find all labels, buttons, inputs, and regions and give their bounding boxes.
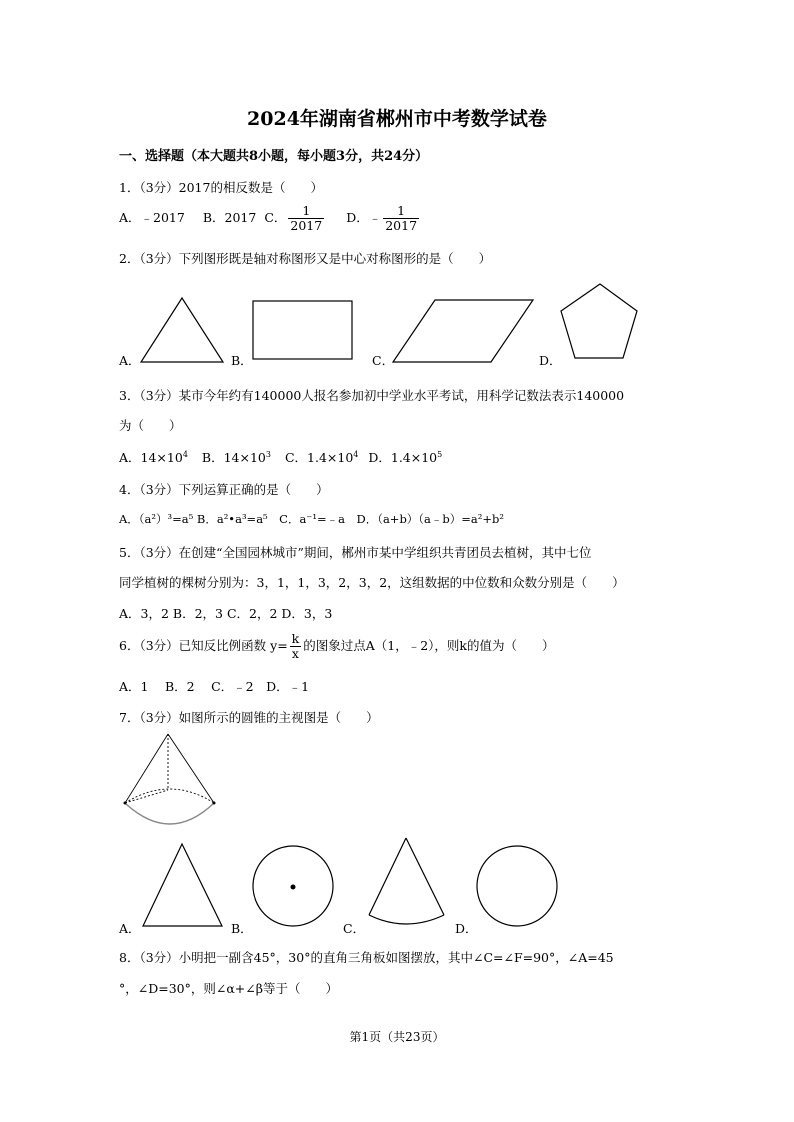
q3-option-b: B．14×10: [201, 450, 266, 465]
question-4-stem: 4．（3分）下列运算正确的是（ ）: [119, 482, 329, 497]
q1-option-c-prefix: C．: [264, 210, 287, 225]
q3-option-a: A．14×10: [119, 450, 183, 465]
q3-option-b-exponent: 3: [265, 449, 271, 459]
q6-stem-suffix: 的图象过点A（1，﹣2），则k的值为（ ）: [303, 638, 555, 653]
q3-option-d-exponent: 5: [437, 449, 443, 459]
q3-option-d: D．1.4×10: [368, 450, 438, 465]
q3-option-c: C．1.4×10: [284, 450, 354, 465]
q2-label-d: D．: [539, 353, 562, 368]
fraction-denominator: 2017: [290, 218, 323, 233]
page-footer: 第1页（共23页）: [349, 1030, 445, 1044]
q7-label-a: A．: [119, 921, 141, 936]
fraction-numerator: 1: [383, 204, 419, 219]
q7-label-c: C．: [343, 921, 366, 936]
q7-label-d: D．: [455, 921, 478, 936]
q3-option-a-exponent: 4: [182, 449, 188, 459]
q7-label-b: B．: [231, 921, 253, 936]
q7-option-a-triangle: [143, 844, 222, 926]
q7-option-b-center-dot: [291, 885, 296, 890]
question-6-options: A．1 B．2 C．﹣2 D．﹣1: [119, 679, 310, 694]
fraction-denominator: 2017: [385, 218, 418, 233]
q7-option-d-circle: [477, 846, 557, 926]
question-5-stem-line2: 同学植树的棵树分别为：3，1，1，3，2，3，2，这组数据的中位数和众数分别是（ ）: [119, 575, 625, 590]
q2-triangle-figure: [141, 298, 223, 362]
q2-label-c: C．: [372, 353, 395, 368]
q2-label-a: A．: [119, 353, 141, 368]
q1-option-b: B．2017: [202, 210, 257, 225]
question-8-stem-line1: 8．（3分）小明把一副含45°，30°的直角三角板如图摆放，其中∠C=∠F=90°，∠A=45: [119, 950, 614, 965]
q2-pentagon-figure: [561, 284, 637, 358]
cone-apex-dot: [124, 802, 127, 805]
question-8-stem-line2: °，∠D=30°，则∠α+∠β等于（ ）: [119, 981, 338, 996]
question-7-stem: 7．（3分）如图所示的圆锥的主视图是（ ）: [119, 710, 379, 725]
question-4-options: A．（a²）³=a⁵ B．a²•a³=a⁵ C．a⁻¹=﹣a D．（a+b）（a﹣b）=a²+b²: [119, 512, 504, 526]
question-3-stem-line1: 3．（3分）某市今年约有140000人报名参加初中学业水平考试，用科学记数法表示140000: [119, 388, 625, 403]
fraction-numerator: k: [291, 631, 300, 646]
q7-cone-figure: [125, 734, 214, 824]
question-2-stem: 2．（3分）下列图形既是轴对称图形又是中心对称图形的是（ ）: [119, 251, 492, 266]
q2-parallelogram-figure: [393, 300, 533, 362]
q3-option-c-exponent: 4: [353, 449, 359, 459]
cone-base-dot: [213, 802, 216, 805]
fraction-numerator: 1: [288, 204, 324, 219]
section-heading: 一、选择题（本大题共8小题，每小题3分，共24分）: [119, 149, 429, 164]
q2-label-b: B．: [231, 353, 253, 368]
q7-option-c-sector: [369, 838, 444, 924]
q1-option-d-prefix: D．﹣: [346, 210, 382, 225]
q2-rectangle-figure: [253, 301, 352, 359]
question-5-options: A．3，2 B．2，3 C．2，2 D．3，3: [119, 606, 333, 621]
question-5-stem-line1: 5．（3分）在创建“全国园林城市”期间，郴州市某中学组织共青团员去植树，其中七位: [119, 545, 592, 560]
question-1-stem: 1．（3分）2017的相反数是（ ）: [119, 180, 323, 195]
question-3-stem-line2: 为（ ）: [119, 418, 182, 433]
fraction-denominator: x: [291, 646, 299, 661]
page-title: 2024年湖南省郴州市中考数学试卷: [247, 108, 547, 130]
q1-option-a: A．﹣2017: [119, 210, 185, 225]
q6-stem-prefix: 6．（3分）已知反比例函数 y=: [119, 638, 288, 653]
